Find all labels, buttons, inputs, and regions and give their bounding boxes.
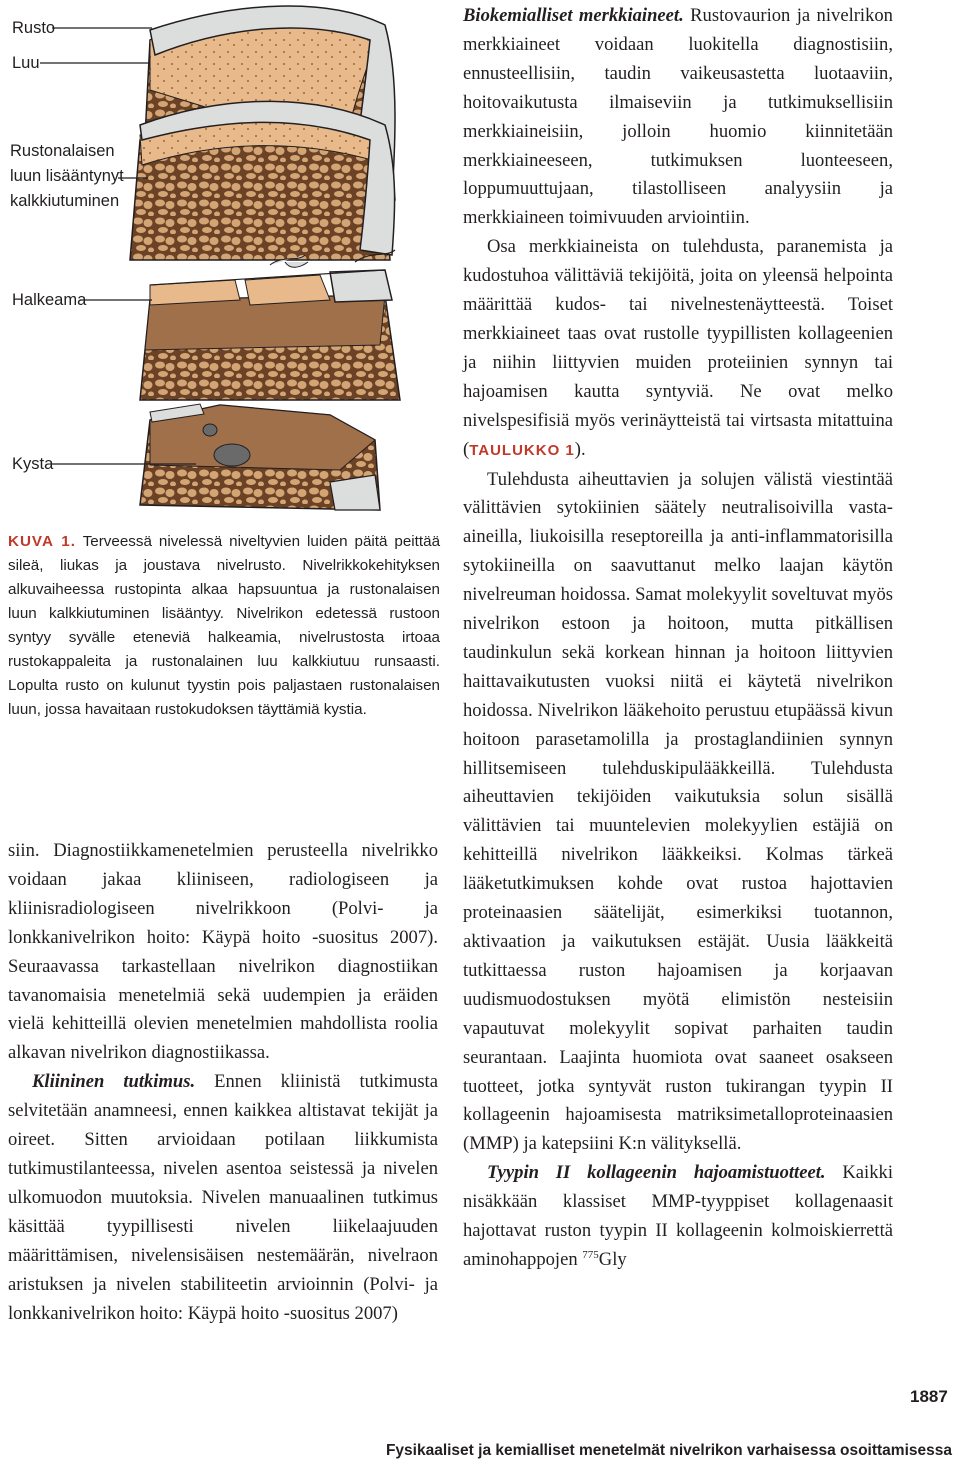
joint-illustration: [0, 0, 460, 530]
figure-caption: [8, 530, 440, 722]
stage-early: [130, 101, 395, 260]
heading-collagen: Tyypin II kollageenin hajoamistuotteet.: [487, 1162, 826, 1184]
table-reference-link[interactable]: TAULUKKO 1: [469, 441, 575, 459]
paragraph-clinical: Kliininen tutkimus. Ennen kliinistä tutkimusta selvitetään anamneesi, ennen kaikkea altistavat tekijät ja oireet. Sitten arvioidaan potilaan liikkumista tutkimustilanteessa, nivelen asentoa seistessä ja nivelen ulkomuodon muutoksia. Nivelen manuaalinen tutkimus käsittää tyypillisesti nivelen liikelaajuuden määrittämisen, nivelensisäisen nestemäärän, nivelraon aristuksen ja nivelen stabiliteetin arvioinnin (Polvi- ja lonkkanivelrikon hoito: Käypä hoito -suositus 2007): [8, 1071, 438, 1324]
label-rustonalaisen-line2: luun lisääntynyt: [10, 167, 124, 185]
paragraph-biomarkers: Biokemialliset merkkiaineet. Rustovaurion ja nivelrikon merkkiaineet voidaan luokitella diagnostisiin, ennusteellisiin, taudin vaikeusastetta luotaaviin, hoitovaikutusta ilmaiseviin ja tutkimuksellisiin merkkiaineisiin, jolloin huomio kiinnitetään merkkiaineeseen, tutkimuksen luonteeseen, loppumuuttujaan, tilastolliseen analyysiin ja merkkiaineen toimivuuden arviointiin.: [463, 5, 893, 229]
label-kysta: Kysta: [12, 455, 54, 473]
label-halkeama: Halkeama: [12, 291, 87, 309]
label-rustonalaisen-line3: kalkkiutuminen: [10, 192, 120, 210]
paragraph-collagen: Tyypin II kollageenin hajoamistuotteet. Kaikki nisäkkään klassiset MMP-tyyppiset kollagenaasit hajottavat ruston tyypin II kollageenin kolmoiskierrettä aminohappojen $^{775}$Gly: [463, 1162, 893, 1270]
running-footer: Fysikaaliset ja kemialliset menetelmät nivelrikon varhaisessa osoittamisessa: [385, 1442, 952, 1459]
figure-osteoarthritis-stages: [0, 0, 460, 530]
caption-text: Terveessä nivelessä niveltyvien luiden päitä peittää sileä, liukas ja joustava nivelrusto. Nivelrikkokehityksen alkuvaiheessa rustopinta alkaa hapsuuntua ja rustonalaisen luun kalkkiutuminen lisääntyy. Nivelrikon edetessä rustoon syntyy syvälle eteneviä halkeamia, nivelrustosta irtoaa rustokappaleita ja rustonalainen luu kalkkiutuu runsaasti. Lopulta rusto on kulunut tyystin pois paljastaen rustonalaisen luun, jossa havaitaan rustokudoksen täyttämiä kystia.: [8, 533, 441, 718]
label-rusto: Rusto: [12, 19, 56, 37]
left-column: [8, 837, 438, 1328]
heading-biomarkers: Biokemialliset merkkiaineet.: [463, 5, 684, 26]
heading-clinical: Kliininen tutkimus.: [32, 1071, 196, 1093]
right-column: [463, 2, 893, 1275]
paragraph-diagnostics: siin. Diagnostiikkamenetelmien perusteella nivelrikko voidaan jakaa kliiniseen, radiologiseen ja kliinisradiologiseen nivelrikkoon (Polvi- ja lonkkanivelrikon hoito: Käypä hoito -suositus 2007). Seuraavassa tarkastellaan nivelrikon diagnostiikan tavanomaisia menetelmiä sekä uudempien ja eräiden vielä kehitteillä olevien menetelmien mahdollista roolia alkavan nivelrikon diagnostiikassa.: [8, 840, 438, 1064]
stage-fissures: [140, 250, 400, 400]
paragraph-marker-types: Osa merkkiaineista on tulehdusta, paranemista ja kudostuhoa välittäviä tekijöitä, joita on yleensä helpointa määrittää kudos- tai nivelnestenäytteestä. Toiset merkkiaineet taas ovat rustolle tyypillisten kollageenien ja niihin liittyvien muiden proteiinien synnyn tai hajoamisen kautta syntyviä. Ne ovat melko nivelspesifisiä myös verinäytteistä tai virtsasta mitattuina (TAULUKKO 1).: [463, 236, 893, 460]
label-luu: Luu: [12, 54, 40, 72]
page-number: 1887: [910, 1387, 948, 1406]
paragraph-cytokines: Tulehdusta aiheuttavien ja solujen välistä viestintää välittävien sytokiinien säätely neutralisoivilla vasta-aineilla, liukoisilla reseptoreilla ja anti-inflammatorisilla sytokiineilla on saavuttanut melko laajan käytön nivelreuman hoidossa. Samat molekyylit soveltuvat myös nivelrikon estoon ja hoitoon, mutta pitkällisen taudinkulun sekä korkean hinnan ja hoitoon liittyvien haittavaikutusten vuoksi niitä ei käytetä nivelrikon hoidossa. Nivelrikon lääkehoito perustuu etupäässä kivun hoitoon parasetamolilla ja prostaglandiinien synnyn hillitsemiseen tulehduskipulääkkeillä. Tulehdusta aiheuttavien tekijöiden vaikutuksia solun sisällä välittävien tai muuntelevien molekyylien estäjiä on kehitteillä nivelrikon lääkkeiksi. Kolmas tärkeä lääketutkimuksen kohde ovat rustoa hajottavien proteinaasien säätelijät, esimerkiksi tuotannon, aktivaation ja vaikutuksen estäjät. Uusia lääkkeitä tutkittaessa ruston hajoamisen ja korjaavan uudismuodostuksen myötä elimistön nesteisiin vapautuvat molekyylit sopivat parhaiten taudin seurantaan. Laajinta huomiota ovat saaneet osakseen tuotteet, jotka syntyvät ruston tukirangan tyypin II kollageenin hajoamisesta matriksimetalloproteinaasien (MMP) ja katepsiini K:n välityksellä.: [463, 468, 893, 1155]
label-rustonalaisen-line1: Rustonalaisen: [10, 142, 115, 160]
stage-cysts: [140, 404, 380, 510]
caption-label: KUVA 1.: [8, 533, 76, 550]
